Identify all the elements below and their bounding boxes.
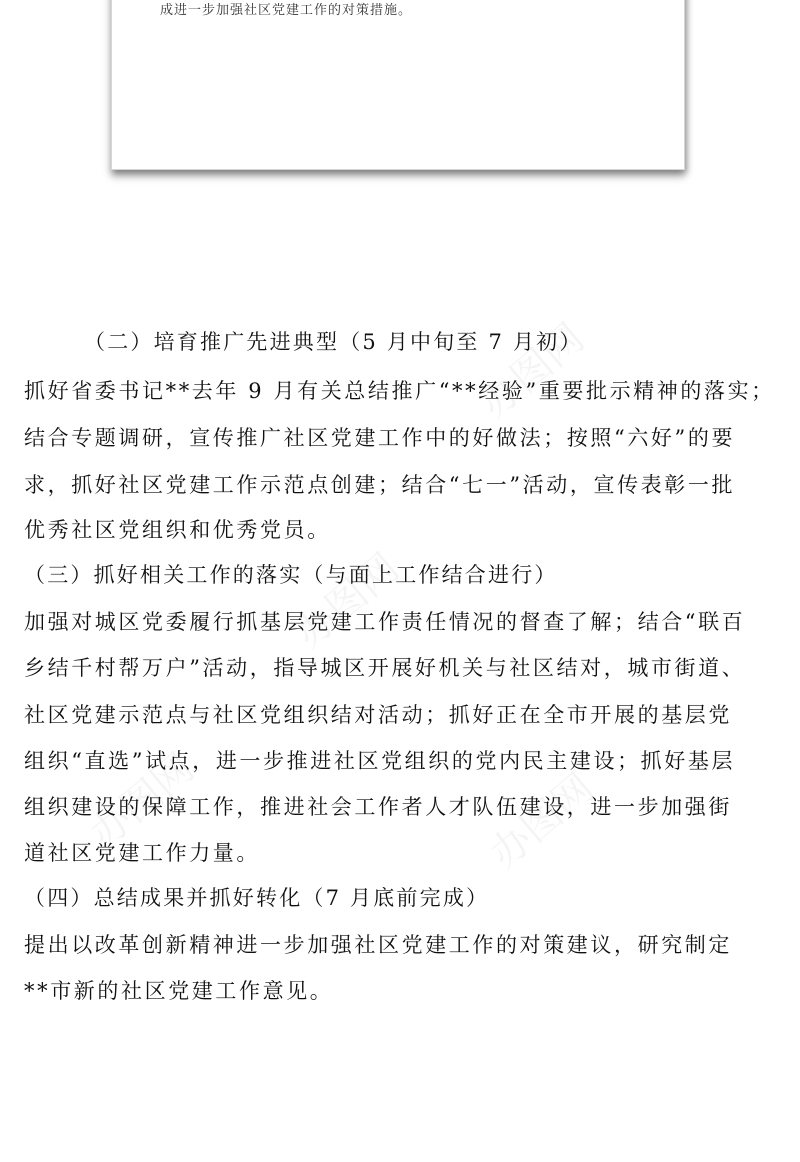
paragraph-line: 道社区党建工作力量。 bbox=[24, 841, 260, 865]
paragraph-line: 结合专题调研，宣传推广社区党建工作中的好做法；按照“六好”的要 bbox=[24, 426, 736, 450]
previous-page-card bbox=[111, 0, 685, 170]
paragraph-line: 组织建设的保障工作，推进社会工作者人才队伍建设，进一步加强街 bbox=[24, 795, 732, 819]
paragraph-line: 乡结千村帮万户”活动，指导城区开展好机关与社区结对，城市街道、 bbox=[24, 656, 746, 680]
paragraph-line: 加强对城区党委履行抓基层党建工作责任情况的督查了解；结合“联百 bbox=[24, 610, 746, 634]
card-text: 成进一步加强社区党建工作的对策措施。 bbox=[160, 3, 413, 18]
paragraph-line: 求，抓好社区党建工作示范点创建；结合“七一”活动，宣传表彰一批 bbox=[24, 473, 736, 497]
paragraph-line: **市新的社区党建工作意见。 bbox=[24, 979, 334, 1003]
paragraph-line: 组织“直选”试点，进一步推进社区党组织的党内民主建设；抓好基层 bbox=[24, 749, 736, 773]
paragraph-line: 社区党建示范点与社区党组织结对活动；抓好正在全市开展的基层党 bbox=[24, 703, 732, 727]
paragraph-line: 抓好省委书记**去年 9 月有关总结推广“**经验”重要批示精神的落实； bbox=[24, 379, 775, 403]
paragraph-line: 提出以改革创新精神进一步加强社区党建工作的对策建议，研究制定 bbox=[24, 933, 732, 957]
paragraph-line: 优秀社区党组织和优秀党员。 bbox=[24, 518, 331, 542]
section-heading-2: （二）培育推广先进典型（5 月中旬至 7 月初） bbox=[84, 330, 583, 354]
section-heading-3: （三）抓好相关工作的落实（与面上工作结合进行） bbox=[24, 563, 558, 587]
watermark bbox=[281, 538, 410, 659]
section-heading-4: （四）总结成果并抓好转化（7 月底前完成） bbox=[24, 886, 490, 910]
